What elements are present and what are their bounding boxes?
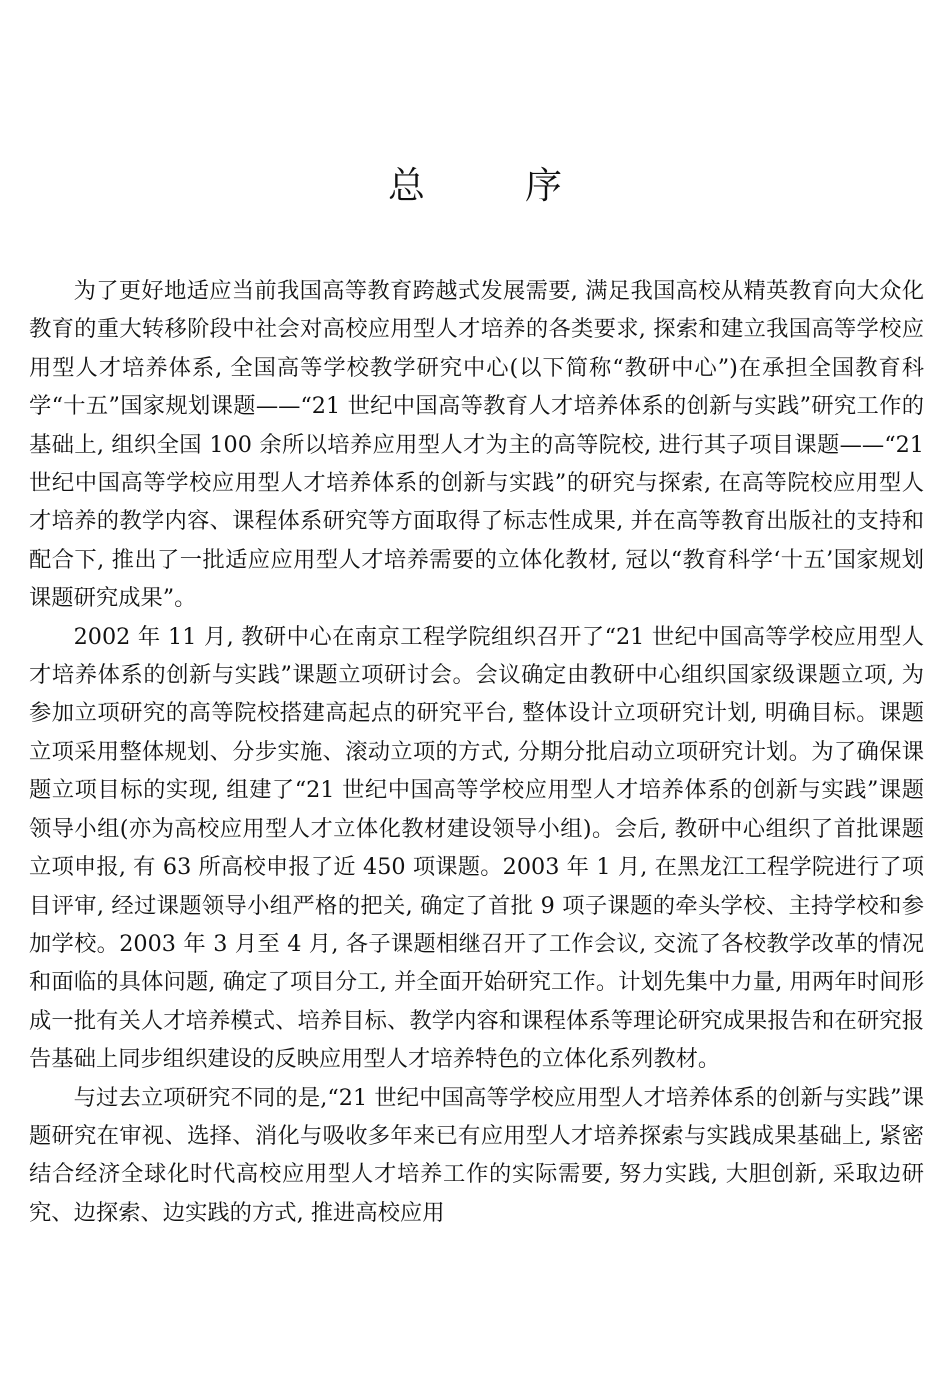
page-title (0, 158, 950, 214)
title-char-2: 序 (525, 164, 562, 207)
paragraph-1: 为了更好地适应当前我国高等教育跨越式发展需要, 满足我国高校从精英教育向大众化教育的重大转移阶段中社会对高校应用型人才培养的各类要求, 探索和建立我国高等学校应用型人才培养体系, 全国高等学校教学研究中心(以下简称“教研中心”)在承担全国教育科学“十五”国家规划课题——“21 世纪中国高等教育人才培养体系的创新与实践”研究工作的基础上, 组织全国 100 余所以培养应用型人才为主的高等院校, 进行其子项目课题——“21 世纪中国高等学校应用型人才培养体系的创新与实践”的研究与探索, 在高等院校应用型人才培养的教学内容、课程体系研究等方面取得了标志性成果, 并在高等教育出版社的支持和配合下, 推出了一批适应应用型人才培养需要的立体化教材, 冠以“教育科学‘十五’国家规划课题研究成果”。 (29, 278, 924, 612)
title-char-1: 总 (388, 164, 425, 207)
paragraph-2: 2002 年 11 月, 教研中心在南京工程学院组织召开了“21 世纪中国高等学校应用型人才培养体系的创新与实践”课题立项研讨会。会议确定由教研中心组织国家级课题立项, 为参加立项研究的高等院校搭建高起点的研究平台, 整体设计立项研究计划, 明确目标。课题立项采用整体规划、分步实施、滚动立项的方式, 分期分批启动立项研究计划。为了确保课题立项目标的实现, 组建了“21 世纪中国高等学校应用型人才培养体系的创新与实践”课题领导小组(亦为高校应用型人才立体化教材建设领导小组)。会后, 教研中心组织了首批课题立项申报, 有 63 所高校申报了近 450 项课题。2003 年 1 月, 在黑龙江工程学院进行了项目评审, 经过课题领导小组严格的把关, 确定了首批 9 项子课题的牵头学校、主持学校和参加学校。2003 年 3 月至 4 月, 各子课题相继召开了工作会议, 交流了各校教学改革的情况和面临的具体问题, 确定了项目分工, 并全面开始研究工作。计划先集中力量, 用两年时间形成一批有关人才培养模式、培养目标、教学内容和课程体系等理论研究成果报告和在研究报告基础上同步组织建设的反映应用型人才培养特色的立体化系列教材。 (29, 623, 924, 1073)
paragraph-3: 与过去立项研究不同的是,“21 世纪中国高等学校应用型人才培养体系的创新与实践”课题研究在审视、选择、消化与吸收多年来已有应用型人才培养探索与实践成果基础上, 紧密结合经济全球化时代高校应用型人才培养工作的实际需要, 努力实践, 大胆创新, 采取边研究、边探索、边实践的方式, 推进高校应用 (29, 1084, 924, 1226)
body-text (29, 272, 924, 1232)
